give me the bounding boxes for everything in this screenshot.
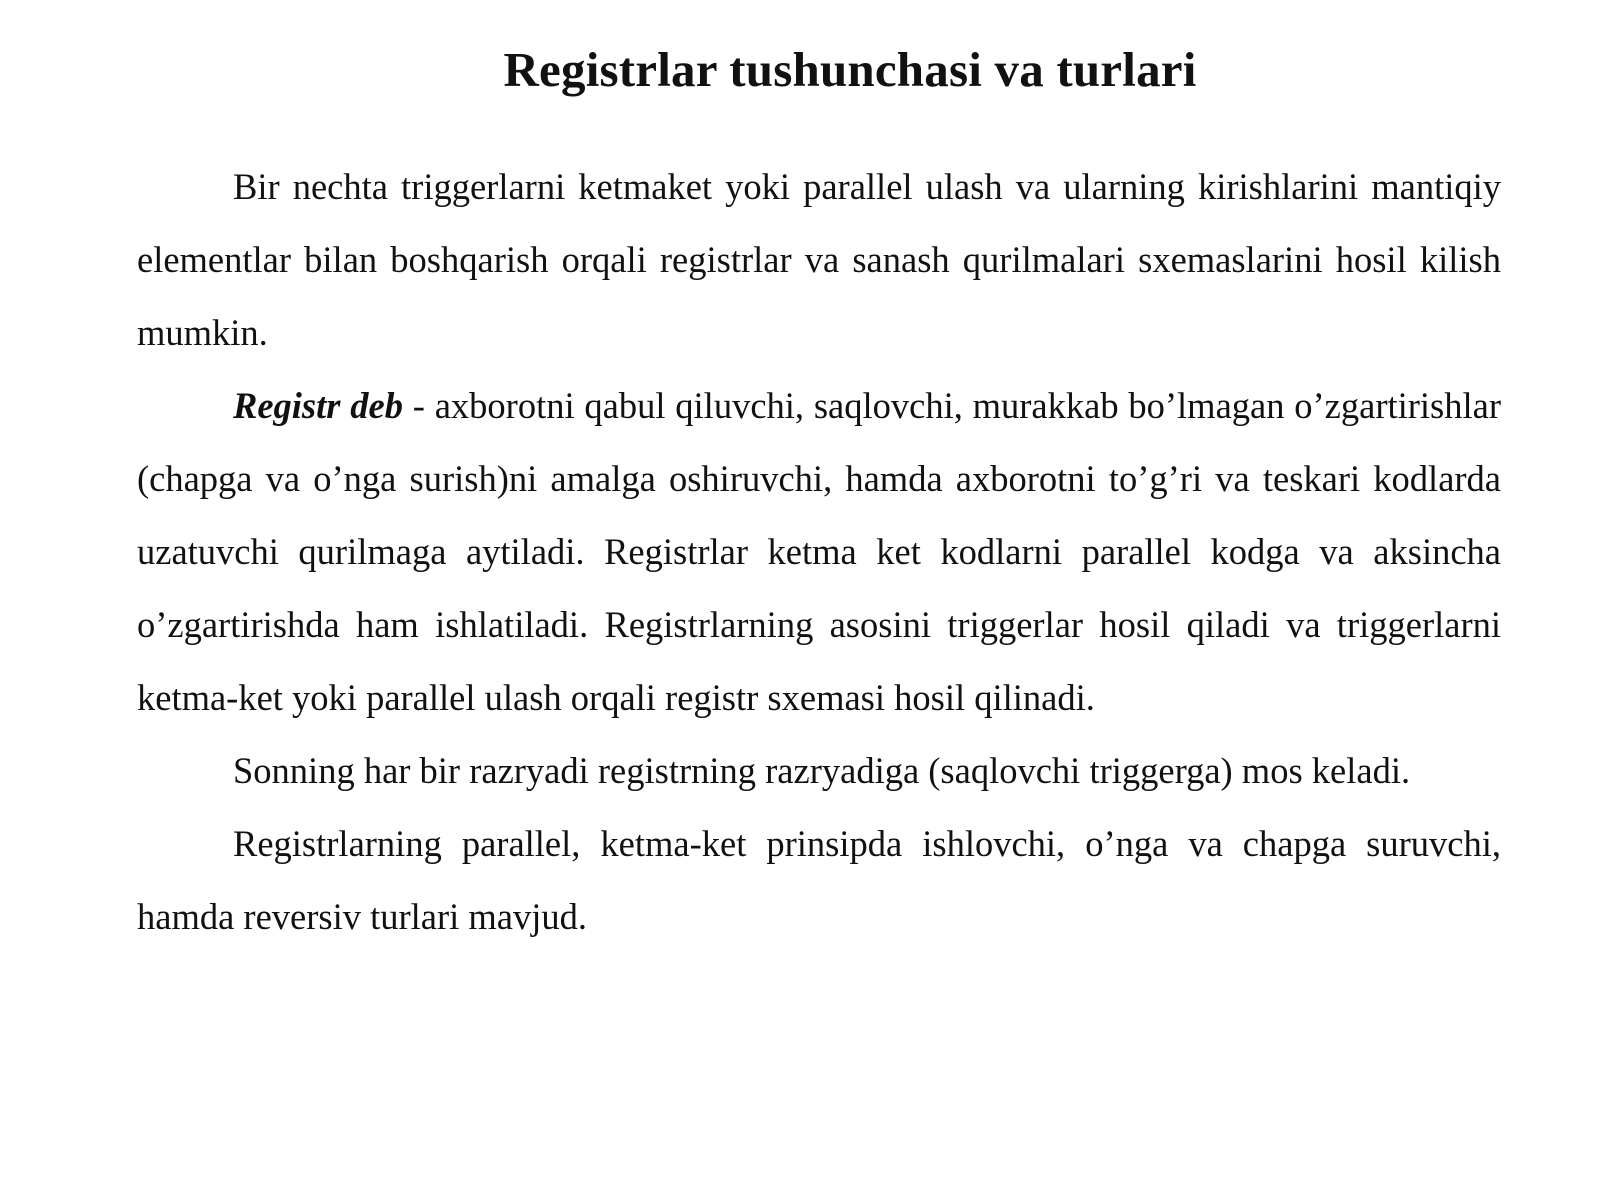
paragraph-bits: Sonning har bir razryadi registrning razryadiga (saqlovchi triggerga) mos keladi.	[233, 750, 1411, 791]
document-body	[137, 150, 1501, 953]
paragraph-types: Registrlarning parallel, ketma-ket prinsipda ishlovchi, o’nga va chapga suruvchi, hamda reversiv turlari mavjud.	[137, 823, 1501, 937]
page-title: Registrlar tushunchasi va turlari	[503, 42, 1197, 97]
definition-term: Registr deb	[233, 385, 403, 426]
definition-text: - axborotni qabul qiluvchi, saqlovchi, murakkab bo’lmagan o’zgartirishlar (chapga va o’nga surish)ni amalga oshiruvchi, hamda axborotni to’g’ri va teskari kodlarda uzatuvchi qurilmaga aytiladi. Registrlar ketma ket kodlarni parallel kodga va aksincha o’zgartirishda ham ishlatiladi. Registrlarning asosini triggerlar hosil qiladi va triggerlarni ketma-ket yoki parallel ulash orqali registr sxemasi hosil qilinadi.	[137, 385, 1501, 718]
paragraph-definition	[137, 369, 1501, 734]
paragraph-intro: Bir nechta triggerlarni ketmaket yoki parallel ulash va ularning kirishlarini mantiqiy elementlar bilan boshqarish orqali registrlar va sanash qurilmalari sxemaslarini hosil kilish mumkin.	[137, 166, 1501, 353]
